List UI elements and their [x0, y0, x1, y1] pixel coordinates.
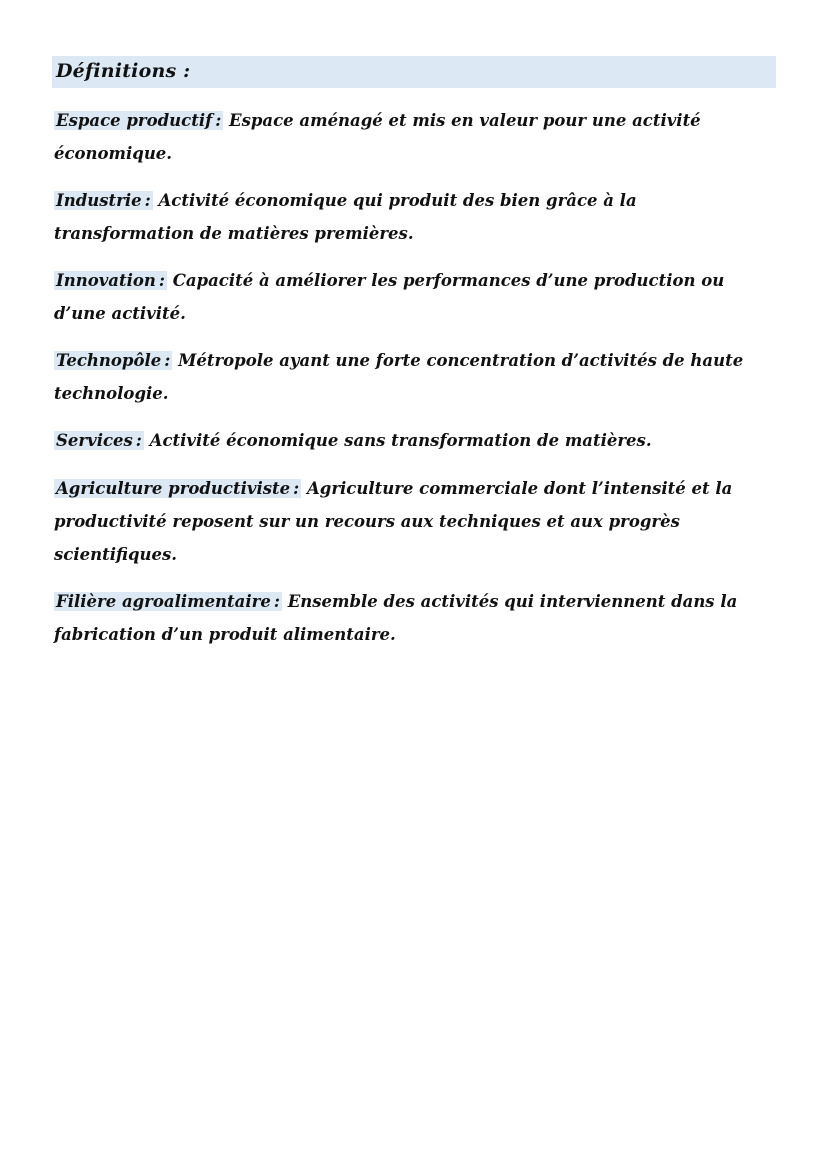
definition-text: Agriculture commerciale dont l’intensité et la productivité reposent sur un recours aux techniques et aux progrès scientifiques.	[54, 479, 733, 564]
definition-text: Activité économique qui produit des bien grâce à la transformation de matières premières.	[54, 191, 637, 243]
definition-term: Agriculture productiviste :	[56, 479, 300, 498]
definition-text: Capacité à améliorer les performances d’une production ou d’une activité.	[54, 271, 725, 323]
definition-term: Innovation :	[56, 271, 165, 290]
definition-text: Espace aménagé et mis en valeur pour une activité économique.	[54, 111, 701, 163]
definition-term: Services :	[56, 431, 142, 450]
definition-term: Industrie :	[56, 191, 151, 210]
page-title: Définitions :	[56, 60, 191, 82]
definition-text: Ensemble des activités qui interviennent dans la fabrication d’un produit alimentaire.	[54, 592, 738, 644]
definition-industrie	[54, 184, 776, 250]
definition-term: Technopôle :	[56, 351, 171, 370]
definition-espace-productif	[54, 104, 776, 170]
definition-services	[54, 424, 776, 457]
definition-innovation	[54, 264, 776, 330]
definition-text: Métropole ayant une forte concentration d’activités de haute technologie.	[54, 351, 744, 403]
definition-term: Espace productif :	[56, 111, 222, 130]
definition-agriculture-productiviste	[54, 472, 776, 571]
definition-term: Filière agroalimentaire :	[56, 592, 280, 611]
definition-text: Activité économique sans transformation de matières.	[149, 431, 652, 450]
definition-technopole	[54, 344, 776, 410]
definition-filiere-agroalimentaire	[54, 585, 776, 651]
